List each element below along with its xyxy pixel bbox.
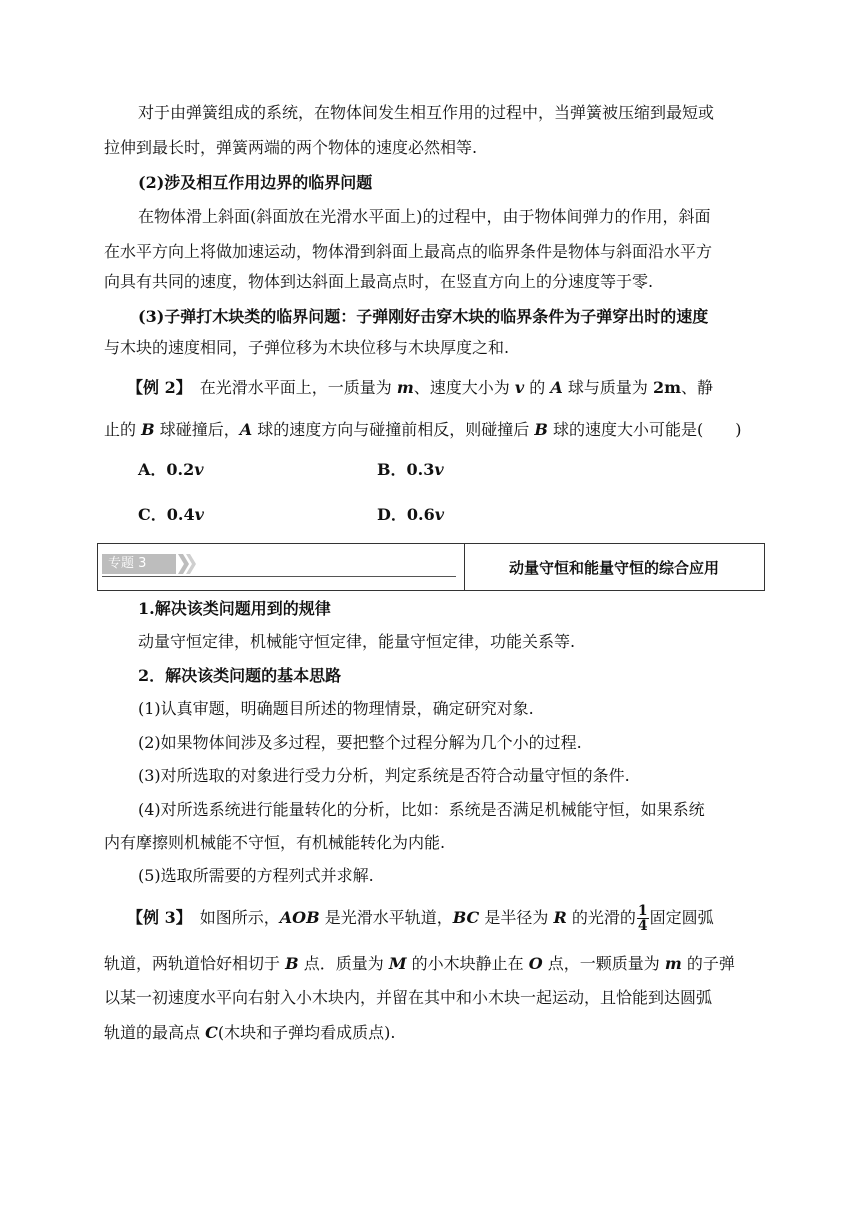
step-3: (3)对所选取的对象进行受力分析，判定系统是否符合动量守恒的条件. — [138, 766, 630, 785]
option-b[interactable]: B．0.3v — [377, 460, 444, 479]
step-1: (1)认真审题，明确题目所述的物理情景，确定研究对象. — [138, 699, 534, 718]
topic-title: 动量守恒和能量守恒的综合应用 — [508, 558, 719, 577]
section-heading-1: 1.解决该类问题用到的规律 — [138, 599, 331, 618]
heading-boundary-problem: (2)涉及相互作用边界的临界问题 — [138, 173, 373, 192]
example2-line1: 【例 2】 在光滑水平面上，一质量为 m、速度大小为 v 的 A 球与质量为 2m、静 — [127, 378, 714, 397]
example2-line2: 止的 B 球碰撞后，A 球的速度方向与碰撞前相反，则碰撞后 B 球的速度大小可能是( ) — [104, 420, 742, 439]
example3-line2: 轨道，两轨道恰好相切于 B 点．质量为 M 的小木块静止在 O 点，一颗质量为 m 的子弹 — [104, 954, 735, 973]
para3-line2: 与木块的速度相同，子弹位移为木块位移与木块厚度之和. — [104, 338, 510, 357]
para2-line2: 在水平方向上将做加速运动，物体滑到斜面上最高点的临界条件是物体与斜面沿水平方 — [104, 242, 713, 261]
example3-line1: 【例 3】 如图所示，AOB 是光滑水平轨道，BC 是半径为 R 的光滑的 $\frac{1}{4}$ 固定圆弧 — [127, 903, 714, 934]
option-c[interactable]: C．0.4v — [138, 505, 204, 524]
quarter-fraction: $\frac{1}{4}$ — [637, 903, 648, 934]
para2-line3: 向具有共同的速度，物体到达斜面上最高点时，在竖直方向上的分速度等于零. — [104, 272, 654, 291]
option-a[interactable]: A．0.2v — [138, 460, 204, 479]
step-5: (5)选取所需要的方程列式并求解. — [138, 866, 374, 885]
tag-underline — [102, 576, 456, 577]
para1-line2: 拉伸到最长时，弹簧两端的两个物体的速度必然相等. — [104, 138, 478, 157]
topic-banner — [97, 543, 765, 591]
para2-line1: 在物体滑上斜面(斜面放在光滑水平面上)的过程中，由于物体间弹力的作用，斜面 — [138, 207, 711, 226]
section-heading-2: 2．解决该类问题的基本思路 — [138, 666, 342, 685]
para1-line1: 对于由弹簧组成的系统，在物体间发生相互作用的过程中，当弹簧被压缩到最短或 — [138, 103, 715, 122]
example3-line4: 轨道的最高点 C(木块和子弹均看成质点). — [104, 1023, 396, 1042]
step-4-line2: 内有摩擦则机械能不守恒，有机械能转化为内能. — [104, 833, 446, 852]
para3-line1: (3)子弹打木块类的临界问题：子弹刚好击穿木块的临界条件为子弹穿出时的速度 — [138, 307, 709, 326]
step-2: (2)如果物体间涉及多过程，要把整个过程分解为几个小的过程. — [138, 733, 582, 752]
section-rules: 动量守恒定律，机械能守恒定律，能量守恒定律，功能关系等. — [138, 632, 576, 651]
stripes-decoration — [178, 554, 200, 574]
step-4-line1: (4)对所选系统进行能量转化的分析，比如：系统是否满足机械能守恒，如果系统 — [138, 800, 705, 819]
example3-line3: 以某一初速度水平向右射入小木块内，并留在其中和小木块一起运动，且恰能到达圆弧 — [104, 988, 713, 1007]
example2-tag: 【例 2】 — [127, 378, 184, 397]
example3-tag: 【例 3】 — [127, 908, 184, 927]
topic-tag: 专题 3 — [102, 554, 176, 574]
option-d[interactable]: D．0.6v — [377, 505, 445, 524]
